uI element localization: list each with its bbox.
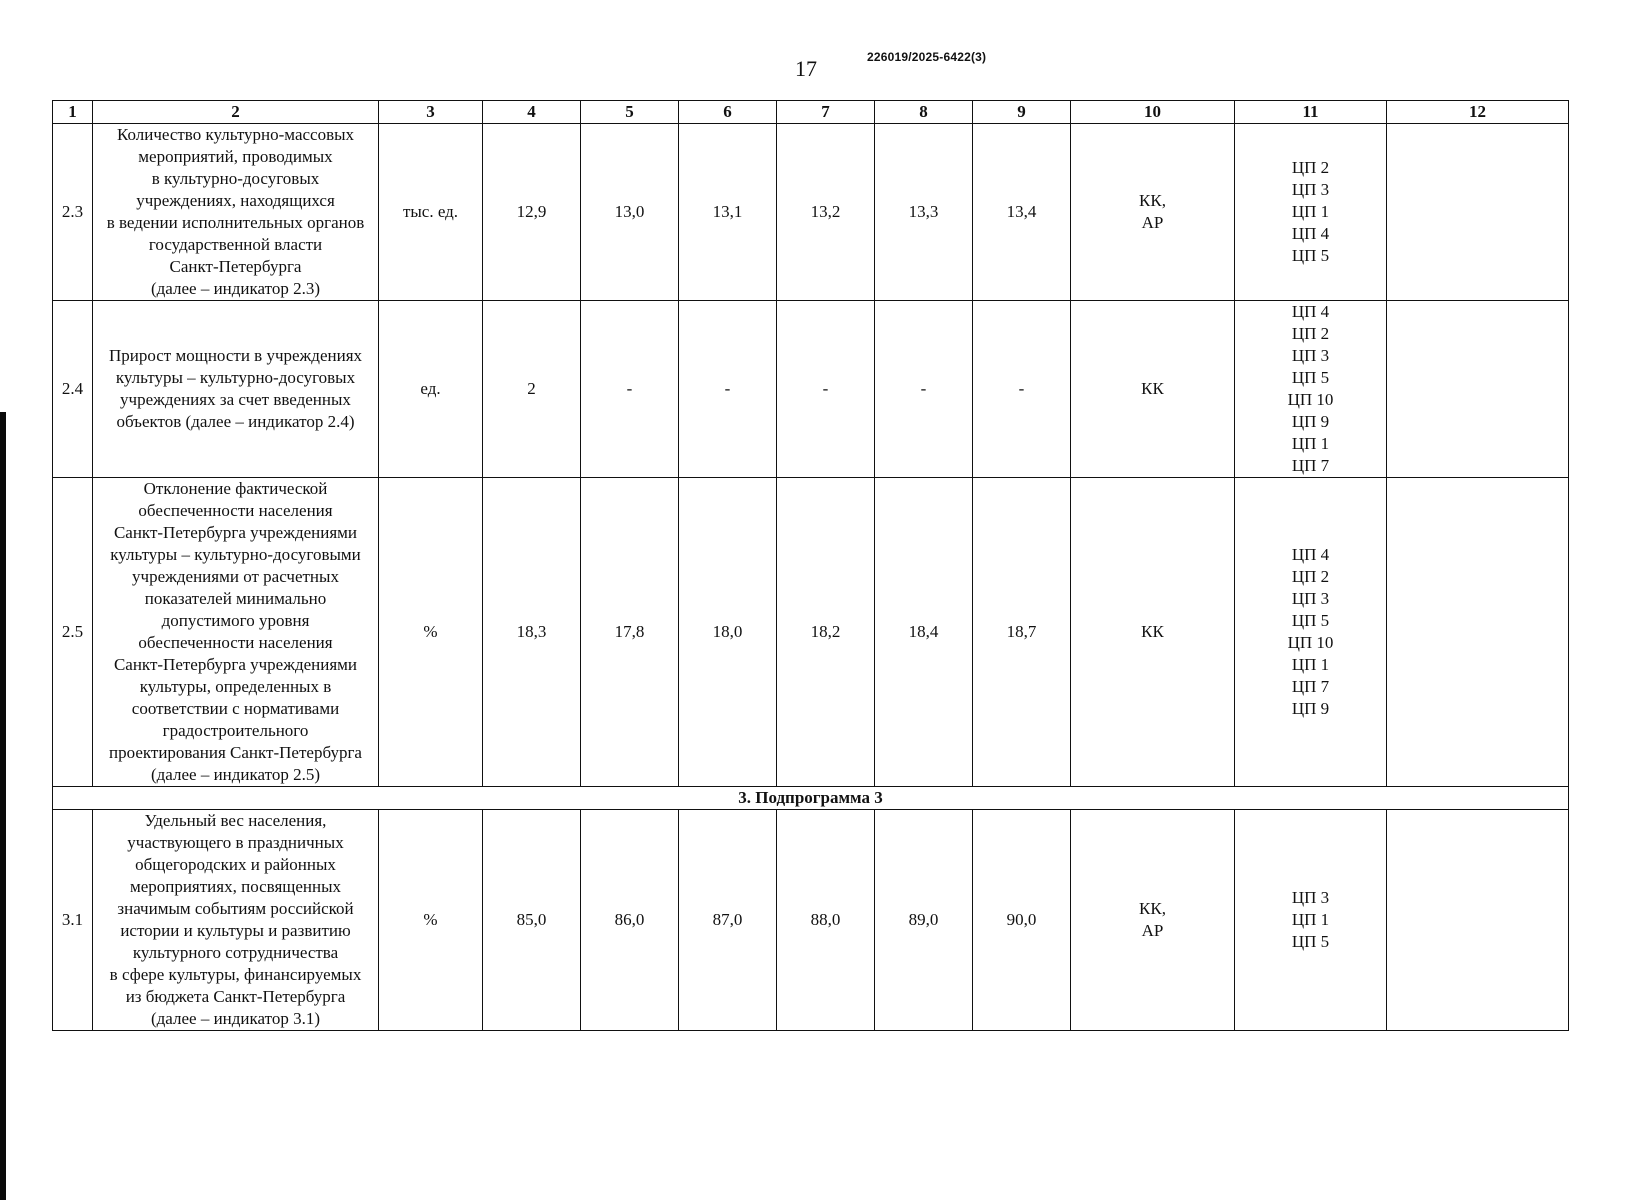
indicator-name-line: допустимого уровня [161,611,310,630]
table-row [53,478,1569,787]
program-code: ЦП 9 [1291,412,1330,431]
value-col-4: 18,3 [483,478,581,787]
indicator-name-line: (далее – индикатор 2.3) [151,279,320,298]
source-line: АР [1141,921,1164,940]
indicator-name-line: соответствии с нормативами [131,699,340,718]
program-code: ЦП 5 [1291,246,1330,265]
program-code: ЦП 5 [1291,611,1330,630]
column-number-5: 5 [581,101,679,124]
source-cell [1071,301,1235,478]
unit-of-measure: тыс. ед. [379,124,483,301]
value-col-9: - [973,301,1071,478]
value-col-5: 17,8 [581,478,679,787]
indicator-name-line: в культурно-досуговых [151,169,320,188]
program-code: ЦП 1 [1291,202,1330,221]
program-code: ЦП 7 [1291,456,1330,475]
note-cell [1387,301,1569,478]
program-code: ЦП 3 [1291,346,1330,365]
value-col-7: 88,0 [777,810,875,1031]
indicator-name-line: культуры, определенных в [139,677,332,696]
column-number-9: 9 [973,101,1071,124]
unit-of-measure: ед. [379,301,483,478]
column-number-6: 6 [679,101,777,124]
value-col-5: - [581,301,679,478]
column-number-7: 7 [777,101,875,124]
indicator-name-line: градостроительного [162,721,309,740]
value-col-7: - [777,301,875,478]
program-code: ЦП 10 [1287,633,1334,652]
program-codes [1235,124,1387,301]
program-code: ЦП 3 [1291,888,1330,907]
unit-of-measure: % [379,810,483,1031]
source-line: АР [1141,213,1164,232]
indicator-name-line: культуры – культурно-досуговых [115,368,356,387]
program-code: ЦП 9 [1291,699,1330,718]
indicator-name-line: в сфере культуры, финансируемых [109,965,362,984]
value-col-8: - [875,301,973,478]
indicator-name-line: Удельный вес населения, [144,811,327,830]
program-code: ЦП 1 [1291,910,1330,929]
indicator-name [93,124,379,301]
source-line: КК [1141,622,1164,641]
indicator-name-line: значимым событиям российской [117,899,354,918]
program-code: ЦП 2 [1291,324,1330,343]
column-number-8: 8 [875,101,973,124]
indicator-name-line: показателей минимально [144,589,327,608]
value-col-8: 89,0 [875,810,973,1031]
note-cell [1387,478,1569,787]
value-col-9: 13,4 [973,124,1071,301]
indicator-name-line: государственной власти [148,235,323,254]
indicator-name-line: (далее – индикатор 2.5) [151,765,320,784]
column-number-3: 3 [379,101,483,124]
indicator-name-line: культуры – культурно-досуговыми [110,545,361,564]
indicator-name-line: мероприятий, проводимых [138,147,333,166]
source-cell [1071,810,1235,1031]
value-col-8: 13,3 [875,124,973,301]
value-col-6: - [679,301,777,478]
indicator-name-line: в ведении исполнительных органов [106,213,365,232]
table-body [53,101,1569,1031]
program-code: ЦП 4 [1291,302,1330,321]
indicator-name-line: Прирост мощности в учреждениях [108,346,363,365]
indicator-name [93,301,379,478]
value-col-4: 12,9 [483,124,581,301]
program-code: ЦП 2 [1291,158,1330,177]
program-codes [1235,301,1387,478]
value-col-9: 18,7 [973,478,1071,787]
indicator-name-line: Санкт-Петербурга [169,257,302,276]
column-number-11: 11 [1235,101,1387,124]
source-cell [1071,124,1235,301]
document-reference: 226019/2025-6422(3) [867,50,987,64]
source-line: КК, [1139,899,1166,918]
source-cell [1071,478,1235,787]
note-cell [1387,810,1569,1031]
indicator-name-line: истории и культуры и развитию [120,921,351,940]
value-col-6: 18,0 [679,478,777,787]
section-title: 3. Подпрограмма 3 [53,787,1569,810]
indicator-name-line: Санкт-Петербурга учреждениями [113,523,358,542]
indicator-name-line: объектов (далее – индикатор 2.4) [116,412,355,431]
value-col-6: 87,0 [679,810,777,1031]
note-cell [1387,124,1569,301]
page-number: 17 [795,56,817,81]
program-code: ЦП 5 [1291,368,1330,387]
program-code: ЦП 10 [1287,390,1334,409]
indicator-name-line: учреждениях за счет введенных [120,390,351,409]
program-code: ЦП 7 [1291,677,1330,696]
indicator-number: 3.1 [53,810,93,1031]
indicator-name-line: мероприятиях, посвященных [129,877,342,896]
table-row [53,124,1569,301]
indicator-name-line: общегородских и районных [135,855,336,874]
indicators-table [52,100,1569,1031]
column-number-12: 12 [1387,101,1569,124]
indicator-name-line: Отклонение фактической [143,479,328,498]
indicator-name-line: обеспеченности населения [138,501,333,520]
indicator-name [93,810,379,1031]
column-number-10: 10 [1071,101,1235,124]
program-code: ЦП 3 [1291,180,1330,199]
value-col-7: 18,2 [777,478,875,787]
indicator-name-line: Санкт-Петербурга учреждениями [113,655,358,674]
program-code: ЦП 4 [1291,545,1330,564]
indicator-name [93,478,379,787]
program-codes [1235,810,1387,1031]
program-codes [1235,478,1387,787]
indicator-name-line: обеспеченности населения [138,633,333,652]
indicator-name-line: учреждениями от расчетных [132,567,339,586]
value-col-9: 90,0 [973,810,1071,1031]
column-number-1: 1 [53,101,93,124]
value-col-7: 13,2 [777,124,875,301]
value-col-6: 13,1 [679,124,777,301]
indicator-name-line: культурного сотрудничества [132,943,339,962]
value-col-5: 13,0 [581,124,679,301]
indicator-name-line: проектирования Санкт-Петербурга [109,743,362,762]
value-col-5: 86,0 [581,810,679,1031]
unit-of-measure: % [379,478,483,787]
source-line: КК [1141,379,1164,398]
column-number-2: 2 [93,101,379,124]
indicator-name-line: Количество культурно-массовых [116,125,355,144]
indicator-name-line: (далее – индикатор 3.1) [151,1009,320,1028]
program-code: ЦП 3 [1291,589,1330,608]
value-col-4: 2 [483,301,581,478]
program-code: ЦП 1 [1291,655,1330,674]
value-col-8: 18,4 [875,478,973,787]
table-row [53,301,1569,478]
program-code: ЦП 2 [1291,567,1330,586]
program-code: ЦП 1 [1291,434,1330,453]
program-code: ЦП 4 [1291,224,1330,243]
indicator-number: 2.5 [53,478,93,787]
source-line: КК, [1139,191,1166,210]
column-number-4: 4 [483,101,581,124]
indicator-name-line: участвующего в праздничных [127,833,344,852]
section-header-row [53,787,1569,810]
indicator-number: 2.4 [53,301,93,478]
indicator-name-line: учреждениях, находящихся [136,191,335,210]
indicator-number: 2.3 [53,124,93,301]
program-code: ЦП 5 [1291,932,1330,951]
value-col-4: 85,0 [483,810,581,1031]
column-number-row [53,101,1569,124]
table-row [53,810,1569,1031]
scan-edge [0,412,6,1200]
indicator-name-line: из бюджета Санкт-Петербурга [125,987,346,1006]
